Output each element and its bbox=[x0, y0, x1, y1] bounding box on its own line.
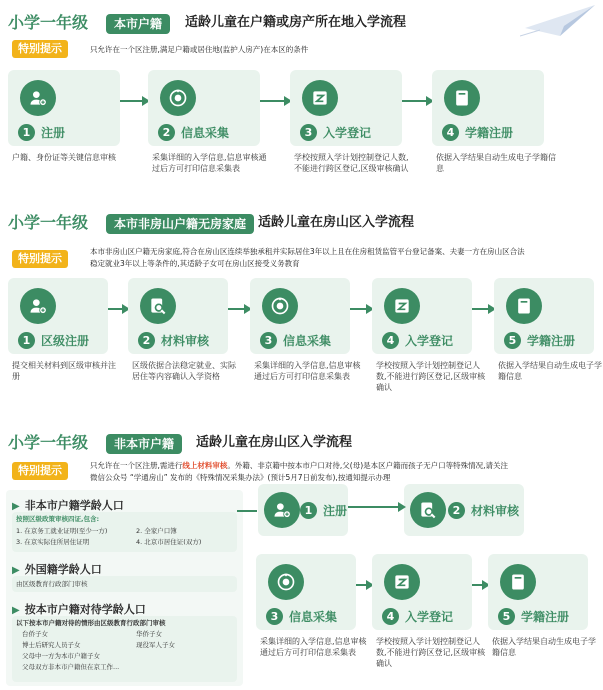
panel-a-item-1: 1. 在京务工就业证明(至少一方) bbox=[16, 527, 108, 535]
book-icon bbox=[506, 288, 542, 324]
connector-line bbox=[237, 510, 257, 512]
section2-tip-label: 特别提示 bbox=[12, 250, 68, 268]
s2-step-1-head bbox=[18, 332, 89, 349]
s1-step-3-number: 3 bbox=[300, 124, 317, 141]
panel-a-box bbox=[12, 512, 237, 552]
s1-step-4-number: 4 bbox=[442, 124, 459, 141]
s1-step-2-label: 信息采集 bbox=[181, 126, 230, 140]
s3-step-2-number: 2 bbox=[448, 502, 465, 519]
s1-arrow-2 bbox=[260, 100, 286, 102]
s1-step-4-desc: 依据入学结果自动生成电子学籍信息 bbox=[436, 153, 556, 173]
panel-c-item-2: 华侨子女 bbox=[136, 630, 162, 638]
s3-step-5-label: 学籍注册 bbox=[521, 610, 570, 624]
s2-step-1-number: 1 bbox=[18, 332, 35, 349]
s3-step-4-label: 入学登记 bbox=[405, 610, 454, 624]
s3-step-1-number: 1 bbox=[300, 502, 317, 519]
panel-c-item-4: 现役军人子女 bbox=[136, 641, 175, 649]
panel-b-box bbox=[12, 576, 237, 592]
s1-step-1-label: 注册 bbox=[41, 126, 66, 140]
panel-c-item-6: 父母双方非本市户籍但在京工作... bbox=[22, 663, 120, 671]
panel-a-item-3: 3. 在京实际住所居住证明 bbox=[16, 538, 90, 546]
panel-c-header: ▶ 按本市户籍对待学龄人口 bbox=[12, 603, 146, 616]
s3-step-4-number: 4 bbox=[382, 608, 399, 625]
s3-step-2-head bbox=[448, 502, 519, 519]
panel-b-title: 外国籍学龄人口 bbox=[24, 563, 102, 576]
section2-tip-text-1: 本市非房山区户籍无房家庭,符合在房山区连续举独承租并实际居住3年以上且在住房租赁监管平台登记备案、夫妻一方在房山区合法 bbox=[90, 247, 525, 256]
section2-badge: 本市非房山户籍无房家庭 bbox=[106, 214, 254, 234]
panel-a-header: ▶ 非本市户籍学龄人口 bbox=[12, 499, 124, 512]
user-plus-icon bbox=[20, 288, 56, 324]
section3-headline: 适龄儿童在房山区入学流程 bbox=[196, 435, 353, 450]
s2-step-4-label: 入学登记 bbox=[405, 334, 454, 348]
s2-step-3-label: 信息采集 bbox=[283, 334, 332, 348]
panel-a-item-2: 2. 全家户口簿 bbox=[136, 527, 177, 535]
s1-step-1-head bbox=[18, 124, 65, 141]
s1-arrow-3 bbox=[402, 100, 428, 102]
book-icon bbox=[500, 564, 536, 600]
section1-grade: 小学一年级 bbox=[8, 13, 89, 32]
s3-step-3-desc: 采集详细的入学信息,信息审核通过后方可打印信息采集表 bbox=[260, 637, 367, 657]
section1-badge: 本市户籍 bbox=[106, 14, 170, 34]
s2-step-4-number: 4 bbox=[382, 332, 399, 349]
s3-step-3-number: 3 bbox=[266, 608, 283, 625]
s1-step-1-desc: 户籍、身份证等关键信息审核 bbox=[12, 153, 116, 162]
section3-badge: 非本市户籍 bbox=[106, 434, 182, 454]
s1-step-3-desc: 学校按照入学计划控制登记人数,不能进行跨区登记,区级审核确认 bbox=[294, 153, 409, 173]
s2-step-2-label: 材料审核 bbox=[161, 334, 210, 348]
s2-step-1-desc: 提交相关材料到区级审核并注册 bbox=[12, 361, 116, 381]
search-doc-icon bbox=[140, 288, 176, 324]
s1-arrow-1 bbox=[120, 100, 144, 102]
section1-tip-label: 特别提示 bbox=[12, 40, 68, 58]
panel-a-note: 按照区级政策审核四证,包含: bbox=[16, 515, 100, 523]
section3-grade: 小学一年级 bbox=[8, 433, 89, 452]
section1-tip-text: 只允许在一个区注册,满足户籍或居住地(监护人房产)在本区的条件 bbox=[90, 45, 309, 54]
section2-grade: 小学一年级 bbox=[8, 213, 89, 232]
panel-c-title: 按本市户籍对待学龄人口 bbox=[24, 603, 146, 616]
panel-c-item-3: 博士后研究人员子女 bbox=[22, 641, 81, 649]
book-icon bbox=[444, 80, 480, 116]
section2-tip-text-2: 稳定就业3年以上等条件的,其适龄子女可在房山区接受义务教育 bbox=[90, 259, 300, 268]
s3-step-5-number: 5 bbox=[498, 608, 515, 625]
user-plus-icon bbox=[264, 492, 300, 528]
s3-step-2-label: 材料审核 bbox=[471, 504, 520, 518]
panel-c-item-5: 父母中一方为本市户籍子女 bbox=[22, 652, 100, 660]
section3-tip-text-2: 微信公众号 “学通房山” 发布的《特殊情况采集办法》(预计5月7日前发布),按通知提示办理 bbox=[90, 473, 391, 482]
s2-step-2-head bbox=[138, 332, 209, 349]
s2-step-3-number: 3 bbox=[260, 332, 277, 349]
s1-step-2-desc: 采集详细的入学信息,信息审核通过后方可打印信息采集表 bbox=[152, 153, 267, 173]
section3-tip-text-1: 只允许在一个区注册,需进行线上材料审核。外籍、非京籍中按本市户口对待,父(母)是本区户籍而孩子无户口等特殊情况,请关注 bbox=[90, 461, 509, 470]
section3-tip-label: 特别提示 bbox=[12, 462, 68, 480]
s2-step-3-desc: 采集详细的入学信息,信息审核通过后方可打印信息采集表 bbox=[254, 361, 361, 381]
edit-sign-icon bbox=[302, 80, 338, 116]
s2-step-1-label: 区级注册 bbox=[41, 334, 90, 348]
s1-step-2-head bbox=[158, 124, 229, 141]
s3-step-3-head bbox=[266, 608, 337, 625]
s1-step-1-number: 1 bbox=[18, 124, 35, 141]
s3-step-1-label: 注册 bbox=[323, 504, 348, 518]
panel-b-note: 由区级教育行政部门审核 bbox=[16, 580, 88, 588]
s3-step-4-head bbox=[382, 608, 453, 625]
paper-plane-icon bbox=[520, 0, 600, 40]
panel-c-box bbox=[12, 616, 237, 682]
panel-c-note: 以下按本市户籍对待的情形由区级教育行政部门审核 bbox=[16, 619, 166, 627]
s3-step-3-label: 信息采集 bbox=[289, 610, 338, 624]
refresh-info-icon bbox=[262, 288, 298, 324]
search-doc-icon bbox=[410, 492, 446, 528]
s3-step-5-head bbox=[498, 608, 569, 625]
refresh-info-icon bbox=[160, 80, 196, 116]
s1-step-3-label: 入学登记 bbox=[323, 126, 372, 140]
section2-headline: 适龄儿童在房山区入学流程 bbox=[258, 215, 415, 230]
edit-sign-icon bbox=[384, 564, 420, 600]
s2-step-3-head bbox=[260, 332, 331, 349]
user-plus-icon bbox=[20, 80, 56, 116]
s3-step-4-desc: 学校按照入学计划控制登记人数,不能进行跨区登记,区级审核确认 bbox=[376, 637, 486, 668]
panel-a-title: 非本市户籍学龄人口 bbox=[24, 499, 124, 512]
s2-step-5-desc: 依据入学结果自动生成电子学籍信息 bbox=[498, 361, 602, 381]
s3-arrow-1 bbox=[348, 506, 400, 508]
s1-step-4-label: 学籍注册 bbox=[465, 126, 514, 140]
s2-step-5-number: 5 bbox=[504, 332, 521, 349]
s2-step-4-desc: 学校按照入学计划控制登记人数,不能进行跨区登记,区级审核确认 bbox=[376, 361, 486, 392]
s3-step-5-desc: 依据入学结果自动生成电子学籍信息 bbox=[492, 637, 596, 657]
s1-step-3-head bbox=[300, 124, 371, 141]
s2-step-5-head bbox=[504, 332, 575, 349]
panel-a-item-4: 4. 北京市居住证(双方) bbox=[136, 538, 202, 546]
panel-c-item-1: 台侨子女 bbox=[22, 630, 48, 638]
section1-headline: 适龄儿童在户籍或房产所在地入学流程 bbox=[185, 15, 407, 30]
s3-step-1-head bbox=[300, 502, 347, 519]
s3-arrow-1-head bbox=[398, 502, 406, 512]
s2-step-2-desc: 区级依据合法稳定就业、实际居住等内容确认入学资格 bbox=[132, 361, 236, 381]
s2-step-2-number: 2 bbox=[138, 332, 155, 349]
s1-step-2-number: 2 bbox=[158, 124, 175, 141]
panel-b-header: ▶ 外国籍学龄人口 bbox=[12, 563, 102, 576]
refresh-info-icon bbox=[268, 564, 304, 600]
edit-sign-icon bbox=[384, 288, 420, 324]
s1-step-4-head bbox=[442, 124, 513, 141]
s2-step-5-label: 学籍注册 bbox=[527, 334, 576, 348]
s2-step-4-head bbox=[382, 332, 453, 349]
